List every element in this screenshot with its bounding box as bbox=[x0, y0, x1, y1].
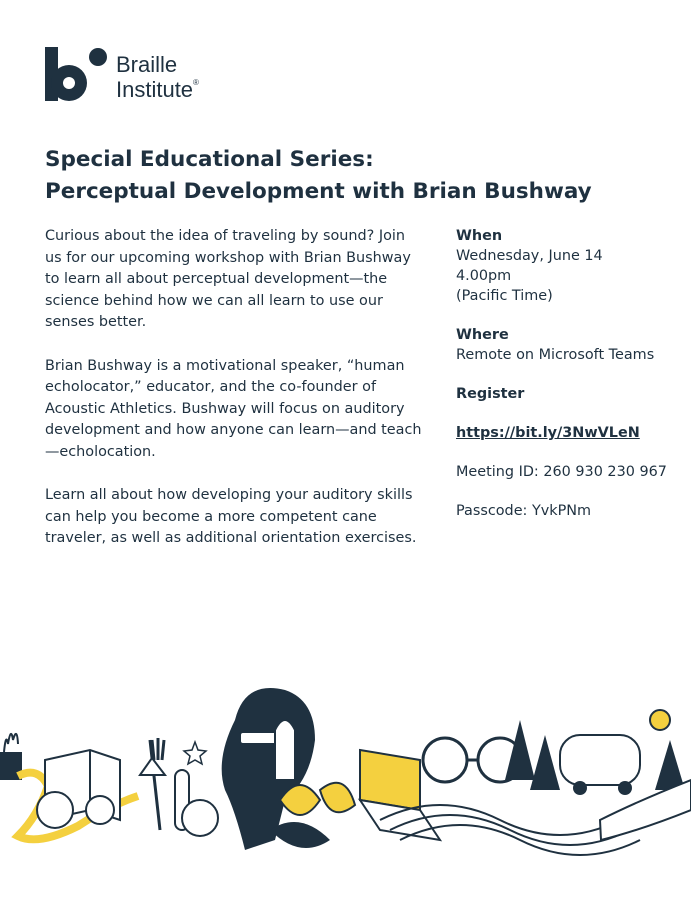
register-label: Register bbox=[456, 386, 525, 402]
where-block bbox=[456, 325, 686, 365]
register-link[interactable]: https://bit.ly/3NwVLeN bbox=[456, 425, 640, 441]
paragraph-learn: Learn all about how developing your auditory skills can help you become a more competent cane traveler, as well as additional orientation exercises. bbox=[45, 487, 417, 547]
cactus-icon bbox=[175, 770, 218, 836]
star-icon bbox=[184, 742, 206, 764]
when-timezone: (Pacific Time) bbox=[456, 288, 553, 304]
paragraph-speaker: Brian Bushway is a motivational speaker, “human echolocator,” educator, and the co-founder of Acoustic Athletics. Bushway will focus on auditory development and how anyone can learn—and teach—echolocation. bbox=[45, 357, 422, 460]
passcode: Passcode: YvkPNm bbox=[456, 503, 592, 519]
brand-name-line1: Braille bbox=[116, 52, 178, 77]
registered-mark: ® bbox=[193, 78, 199, 87]
when-label: When bbox=[456, 228, 503, 244]
register-block bbox=[456, 384, 686, 404]
meeting-id: Meeting ID: 260 930 230 967 bbox=[456, 464, 667, 480]
register-link-block bbox=[456, 423, 686, 443]
passcode-block bbox=[456, 501, 686, 521]
description bbox=[45, 226, 425, 572]
when-block bbox=[456, 226, 686, 306]
fork-icon bbox=[150, 738, 164, 830]
page-title bbox=[45, 144, 665, 208]
when-date: Wednesday, June 14 bbox=[456, 248, 603, 264]
where-value: Remote on Microsoft Teams bbox=[456, 347, 655, 363]
paragraph-intro: Curious about the idea of traveling by sound? Join us for our upcoming workshop with Brian Bushway to learn all about perceptual development—the science behind how we can all learn to use our senses better. bbox=[45, 228, 411, 331]
where-label: Where bbox=[456, 327, 509, 343]
event-details bbox=[456, 226, 686, 540]
title-line-2: Perceptual Development with Brian Bushway bbox=[45, 179, 592, 204]
plate-icon bbox=[37, 792, 73, 828]
decorative-illustration bbox=[0, 680, 691, 870]
brand-b-icon bbox=[45, 45, 109, 103]
when-time: 4.00pm bbox=[456, 268, 512, 284]
van-icon bbox=[560, 735, 640, 795]
meeting-id-block bbox=[456, 462, 686, 482]
brand-name-line2: Institute® bbox=[116, 77, 199, 102]
title-line-1: Special Educational Series: bbox=[45, 147, 374, 172]
braille-institute-logo bbox=[45, 45, 235, 105]
